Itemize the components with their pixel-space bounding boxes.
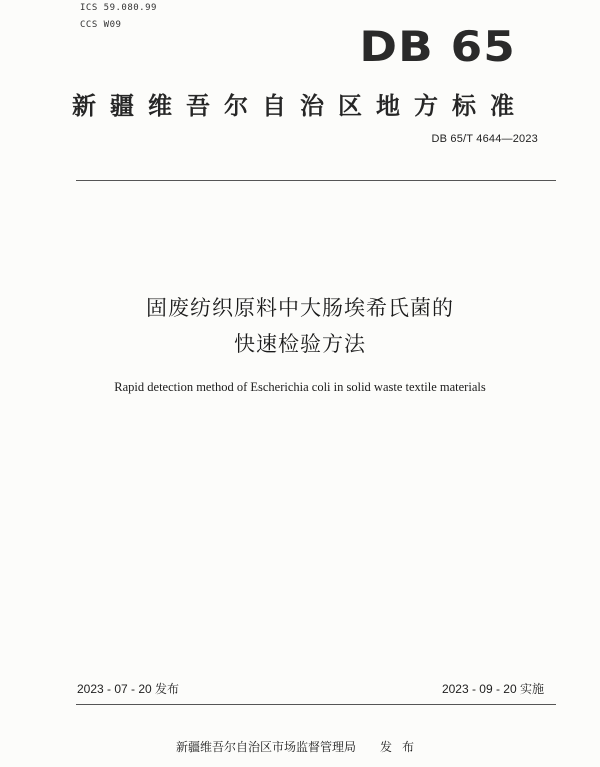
document-title-cn: [0, 290, 600, 362]
ics-code: ICS 59.080.99: [80, 3, 157, 13]
document-title-cn-line2: 快速检验方法: [234, 332, 366, 356]
standard-number: DB 65/T 4644—2023: [431, 133, 538, 145]
release-date: 2023 - 07 - 20 发布: [77, 682, 180, 696]
implementation-date: 2023 - 09 - 20 实施: [441, 682, 544, 696]
document-title-en: Rapid detection method of Escherichia coli in solid waste textile materials: [114, 380, 486, 394]
db65-logo: DB 65: [359, 22, 516, 71]
standard-category-title: 新疆维吾尔自治区地方标准: [72, 91, 528, 120]
issuer-line: [0, 738, 600, 755]
issue-label: 发布: [380, 740, 425, 754]
document-title-cn-line1: 固废纺织原料中大肠埃希氏菌的: [146, 296, 454, 320]
top-divider: [76, 180, 556, 181]
ccs-code: CCS W09: [80, 20, 122, 30]
issuing-authority: 新疆维吾尔自治区市场监督管理局: [175, 740, 356, 754]
bottom-divider: [76, 704, 556, 705]
